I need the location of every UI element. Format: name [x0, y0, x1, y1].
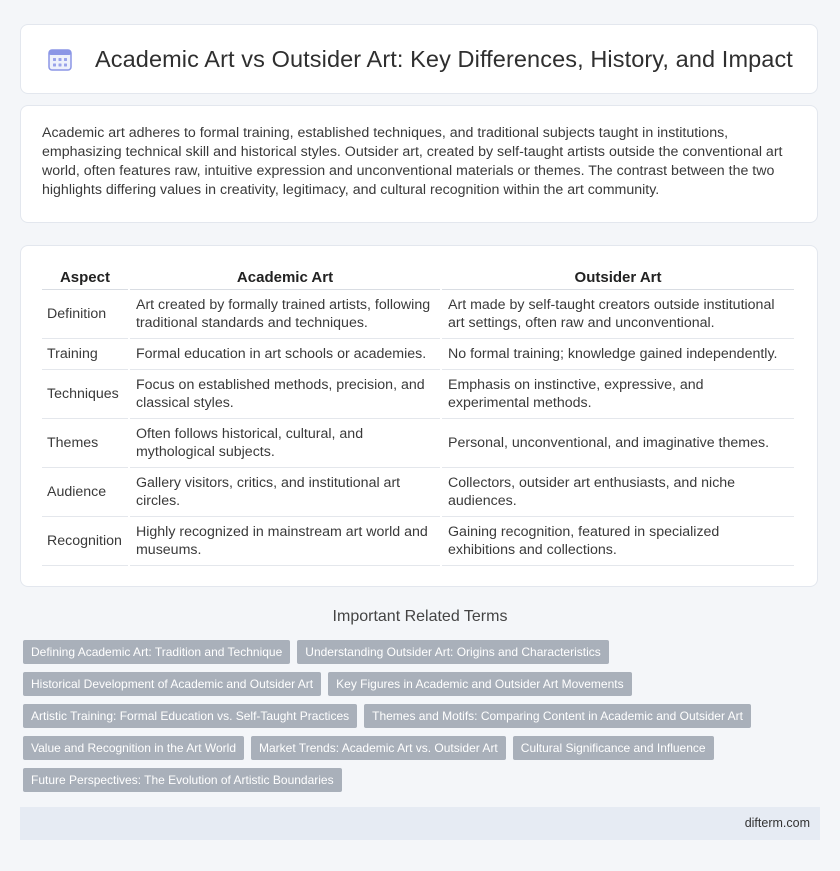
column-header: Outsider Art [442, 265, 794, 290]
comparison-table [40, 265, 796, 566]
intro-card [20, 105, 818, 223]
related-terms-list [23, 640, 823, 800]
comparison-card [20, 245, 818, 587]
footer [20, 807, 820, 840]
aspect-cell: Audience [42, 468, 128, 517]
intro-text: Academic art adheres to formal training, established techniques, and traditional subjects taught in institutions, emphasizing technical skill and historical styles. Outsider art, created by self-taught artists outside the conventional art world, often features raw, intuitive expression and unconventional materials or themes. The contrast between the two highlights differing values in creativity, legitimacy, and cultural recognition within the art community. [42, 125, 783, 198]
outsider-cell: Art made by self-taught creators outside institutional art settings, often raw and unconventional. [442, 290, 794, 339]
outsider-cell: No formal training; knowledge gained independently. [442, 339, 794, 370]
related-terms-title: Important Related Terms [332, 608, 508, 625]
table-row [42, 419, 794, 468]
aspect-cell: Recognition [42, 517, 128, 566]
table-row [42, 370, 794, 419]
outsider-cell: Collectors, outsider art enthusiasts, and niche audiences. [442, 468, 794, 517]
related-term-tag[interactable]: Value and Recognition in the Art World [23, 736, 244, 760]
table-row [42, 290, 794, 339]
outsider-cell: Gaining recognition, featured in specialized exhibitions and collections. [442, 517, 794, 566]
related-term-tag[interactable]: Themes and Motifs: Comparing Content in Academic and Outsider Art [364, 704, 751, 728]
academic-cell: Often follows historical, cultural, and mythological subjects. [130, 419, 440, 468]
related-term-tag[interactable]: Defining Academic Art: Tradition and Technique [23, 640, 290, 664]
column-header: Academic Art [130, 265, 440, 290]
table-row [42, 517, 794, 566]
table-header-row [42, 265, 794, 290]
related-term-tag[interactable]: Understanding Outsider Art: Origins and Characteristics [297, 640, 608, 664]
outsider-cell: Emphasis on instinctive, expressive, and experimental methods. [442, 370, 794, 419]
calendar-icon [47, 46, 73, 72]
academic-cell: Art created by formally trained artists, following traditional standards and techniques. [130, 290, 440, 339]
table-row [42, 468, 794, 517]
aspect-cell: Themes [42, 419, 128, 468]
aspect-cell: Training [42, 339, 128, 370]
header-card [20, 24, 818, 94]
related-term-tag[interactable]: Historical Development of Academic and Outsider Art [23, 672, 321, 696]
academic-cell: Highly recognized in mainstream art world and museums. [130, 517, 440, 566]
column-header: Aspect [42, 265, 128, 290]
related-term-tag[interactable]: Key Figures in Academic and Outsider Art Movements [328, 672, 631, 696]
academic-cell: Formal education in art schools or academies. [130, 339, 440, 370]
academic-cell: Gallery visitors, critics, and institutional art circles. [130, 468, 440, 517]
related-term-tag[interactable]: Future Perspectives: The Evolution of Artistic Boundaries [23, 768, 342, 792]
page-title: Academic Art vs Outsider Art: Key Differences, History, and Impact [95, 45, 793, 72]
academic-cell: Focus on established methods, precision, and classical styles. [130, 370, 440, 419]
aspect-cell: Techniques [42, 370, 128, 419]
related-term-tag[interactable]: Cultural Significance and Influence [513, 736, 714, 760]
outsider-cell: Personal, unconventional, and imaginative themes. [442, 419, 794, 468]
related-term-tag[interactable]: Market Trends: Academic Art vs. Outsider Art [251, 736, 506, 760]
table-row [42, 339, 794, 370]
aspect-cell: Definition [42, 290, 128, 339]
footer-site-link[interactable]: difterm.com [744, 816, 810, 830]
related-term-tag[interactable]: Artistic Training: Formal Education vs. Self-Taught Practices [23, 704, 357, 728]
